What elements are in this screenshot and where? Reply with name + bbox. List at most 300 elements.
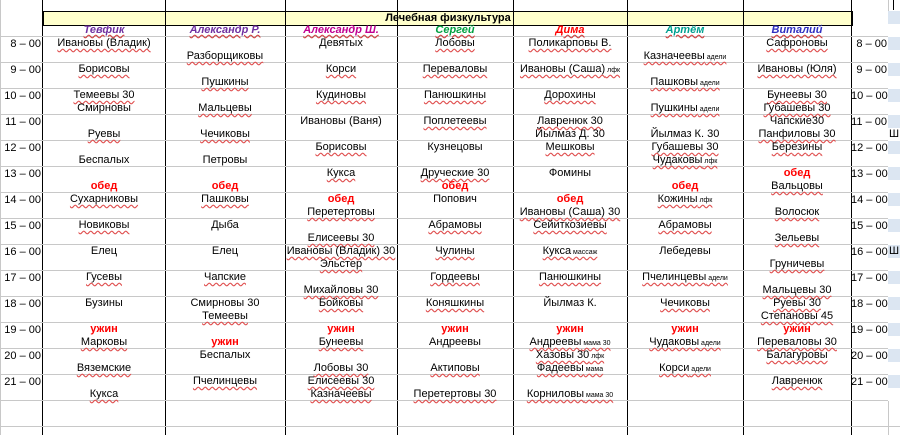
cell-text: обед bbox=[211, 180, 239, 192]
cell-text: Пчелинцевы bbox=[192, 375, 258, 387]
cell-text: Руевы bbox=[87, 128, 121, 140]
appointment-cell[interactable] bbox=[513, 297, 627, 310]
cell-text: Чудаковы bbox=[652, 154, 703, 166]
cell-text: Йылмаз Д. 30 bbox=[535, 128, 605, 140]
appointment-cell[interactable] bbox=[397, 89, 513, 102]
adjacent-column-cell[interactable] bbox=[888, 154, 900, 167]
cell-text: Кукса bbox=[326, 167, 356, 179]
adjacent-column-cell[interactable] bbox=[888, 63, 900, 76]
time-label-left: 21 – 00 bbox=[4, 376, 41, 388]
adjacent-column-cell[interactable] bbox=[888, 258, 900, 271]
cell-text: Панфиловы 30 bbox=[758, 128, 836, 140]
appointment-cell[interactable] bbox=[397, 297, 513, 310]
appointment-cell[interactable] bbox=[513, 128, 627, 141]
appointment-cell[interactable] bbox=[43, 102, 165, 115]
cell-text: Бунеевы 30 bbox=[767, 89, 827, 101]
appointment-cell[interactable] bbox=[397, 362, 513, 375]
appointment-cell[interactable] bbox=[43, 297, 165, 310]
appointment-cell[interactable] bbox=[285, 258, 397, 271]
appointment-cell[interactable] bbox=[627, 141, 743, 154]
appointment-cell[interactable] bbox=[43, 388, 165, 401]
column-header[interactable]: Дима bbox=[555, 24, 585, 36]
cell-text: Елисеевы 30 bbox=[307, 375, 375, 387]
time-label-left: 10 – 00 bbox=[4, 90, 41, 102]
cell-text: Чечиковы bbox=[660, 297, 710, 309]
appointment-cell[interactable] bbox=[43, 193, 165, 206]
cell-text: Абрамовы bbox=[428, 219, 482, 231]
appointment-cell[interactable] bbox=[397, 167, 513, 180]
appointment-cell[interactable] bbox=[165, 219, 285, 232]
appointment-cell[interactable] bbox=[743, 63, 851, 76]
cell-text: Марковы bbox=[80, 336, 128, 348]
appointment-cell[interactable] bbox=[513, 115, 627, 128]
appointment-cell[interactable] bbox=[43, 245, 165, 258]
appointment-cell[interactable] bbox=[165, 76, 285, 89]
adjacent-column-cell[interactable] bbox=[888, 180, 900, 193]
appointment-cell[interactable] bbox=[43, 37, 165, 50]
cell-text: ужин bbox=[671, 323, 699, 335]
cell-text: Друческие 30 bbox=[420, 167, 490, 179]
appointment-cell[interactable] bbox=[165, 50, 285, 63]
adjacent-column-cell[interactable] bbox=[888, 89, 900, 102]
cell-text: Чечиковы bbox=[200, 128, 250, 140]
cell-text: Мальцевы bbox=[198, 102, 252, 114]
break-cell[interactable] bbox=[513, 323, 627, 336]
cell-text: Коняшкины bbox=[425, 297, 485, 309]
appointment-cell[interactable] bbox=[165, 193, 285, 206]
cell-text: Перетертовы bbox=[307, 206, 375, 218]
cell-text: Актиповы bbox=[430, 362, 480, 374]
cell-text: Груничевы bbox=[769, 258, 825, 270]
adjacent-column-cell[interactable] bbox=[888, 336, 900, 349]
cell-text: Поплетеевы bbox=[423, 115, 487, 127]
time-label-right: 20 – 00 bbox=[851, 350, 888, 362]
column-header[interactable]: Александр Р. bbox=[189, 24, 261, 36]
adjacent-column-cell[interactable] bbox=[888, 141, 900, 154]
time-label-left: 9 – 00 bbox=[10, 64, 41, 76]
cell-text: Гордеевы bbox=[430, 271, 480, 283]
appointment-cell[interactable] bbox=[285, 89, 397, 102]
cell-text: Дыба bbox=[211, 219, 239, 231]
cell-text: Пушкины bbox=[650, 102, 698, 114]
appointment-cell[interactable] bbox=[513, 89, 627, 102]
cell-text: Чудаковы bbox=[649, 336, 700, 348]
column-header[interactable]: Виталий bbox=[771, 24, 823, 36]
cell-note: массаж bbox=[571, 249, 598, 256]
adjacent-column-cell[interactable] bbox=[888, 37, 900, 50]
time-label-left: 12 – 00 bbox=[4, 142, 41, 154]
cell-text: Борисовы bbox=[315, 141, 367, 153]
break-cell[interactable] bbox=[627, 180, 743, 193]
cell-text: Чапские30 bbox=[769, 115, 825, 127]
cell-note: мама bbox=[583, 366, 604, 373]
adjacent-column-cell[interactable] bbox=[888, 232, 900, 245]
appointment-cell[interactable] bbox=[743, 206, 851, 219]
time-label-left: 18 – 00 bbox=[4, 298, 41, 310]
cell-text: ужин bbox=[211, 336, 239, 348]
appointment-cell[interactable] bbox=[285, 336, 397, 349]
break-cell[interactable] bbox=[43, 323, 165, 336]
cell-text: Чапские bbox=[204, 271, 246, 283]
appointment-cell[interactable] bbox=[285, 37, 397, 50]
appointment-cell[interactable] bbox=[743, 297, 851, 310]
appointment-cell[interactable] bbox=[285, 362, 397, 375]
appointment-cell[interactable] bbox=[165, 154, 285, 167]
appointment-cell[interactable] bbox=[285, 141, 397, 154]
appointment-cell[interactable] bbox=[627, 50, 743, 63]
cell-text: Лобовы 30 bbox=[313, 362, 369, 374]
appointment-cell[interactable] bbox=[627, 102, 743, 115]
cell-text: обед bbox=[556, 193, 584, 205]
cell-text: Смирновы 30 bbox=[190, 297, 260, 309]
cell-text: Дорохины bbox=[544, 89, 596, 101]
adjacent-column-cell[interactable] bbox=[888, 11, 900, 24]
adjacent-column-cell[interactable] bbox=[888, 362, 900, 375]
appointment-cell[interactable] bbox=[743, 232, 851, 245]
appointment-cell[interactable] bbox=[285, 206, 397, 219]
cell-note: адели bbox=[704, 54, 727, 61]
appointment-cell[interactable] bbox=[397, 37, 513, 50]
appointment-cell[interactable] bbox=[165, 102, 285, 115]
cell-text: Фадеевы bbox=[536, 362, 584, 374]
break-cell[interactable] bbox=[285, 323, 397, 336]
cell-text: Кожины bbox=[657, 193, 698, 205]
time-label-left: 13 – 00 bbox=[4, 168, 41, 180]
break-cell[interactable] bbox=[397, 323, 513, 336]
break-cell[interactable] bbox=[627, 323, 743, 336]
cell-text: Зельевы bbox=[774, 232, 820, 244]
break-cell[interactable] bbox=[285, 193, 397, 206]
sheet-title[interactable]: Лечебная физкультура bbox=[43, 11, 853, 26]
break-cell[interactable] bbox=[43, 180, 165, 193]
frozen-pane-edge bbox=[893, 0, 900, 10]
adjacent-column-cell[interactable] bbox=[888, 271, 900, 284]
appointment-cell[interactable] bbox=[743, 141, 851, 154]
appointment-cell[interactable] bbox=[743, 89, 851, 102]
break-cell[interactable] bbox=[743, 323, 851, 336]
adjacent-column-cell[interactable] bbox=[888, 115, 900, 128]
cell-text: Кудиновы bbox=[315, 89, 367, 101]
cell-text: обед bbox=[671, 180, 699, 192]
cell-note: лфк bbox=[697, 197, 713, 204]
time-label-right: 10 – 00 bbox=[851, 90, 888, 102]
appointment-cell[interactable] bbox=[397, 388, 513, 401]
cell-text: Лебедевы bbox=[659, 245, 711, 257]
cell-text: Корси bbox=[325, 63, 357, 75]
time-label-right: 21 – 00 bbox=[851, 376, 888, 388]
appointment-cell[interactable] bbox=[513, 167, 627, 180]
cell-text: Степановы 45 bbox=[760, 310, 834, 322]
appointment-cell[interactable] bbox=[513, 245, 627, 258]
appointment-cell[interactable] bbox=[397, 141, 513, 154]
time-label-right: 9 – 00 bbox=[856, 64, 887, 76]
appointment-cell[interactable] bbox=[627, 336, 743, 349]
cell-text: Лобовы bbox=[435, 37, 475, 49]
time-label-left: 17 – 00 bbox=[4, 272, 41, 284]
appointment-cell[interactable] bbox=[743, 310, 851, 323]
cell-text: Девятых bbox=[319, 37, 363, 49]
cell-text: Казначеевы bbox=[310, 388, 372, 400]
appointment-cell[interactable] bbox=[513, 141, 627, 154]
adjacent-column-cell[interactable] bbox=[888, 102, 900, 115]
cell-text: Переваловы bbox=[422, 63, 488, 75]
appointment-cell[interactable] bbox=[43, 63, 165, 76]
cell-text: Балагуровы bbox=[766, 349, 828, 361]
appointment-cell[interactable] bbox=[43, 219, 165, 232]
appointment-cell[interactable] bbox=[397, 219, 513, 232]
appointment-cell[interactable] bbox=[627, 271, 743, 284]
adjacent-column-cell[interactable] bbox=[888, 219, 900, 232]
break-cell[interactable] bbox=[397, 180, 513, 193]
cell-text: Смирновы bbox=[77, 102, 131, 114]
time-label-left: 15 – 00 bbox=[4, 220, 41, 232]
break-cell[interactable] bbox=[165, 336, 285, 349]
cell-text: Ивановы (Саша) 30 bbox=[519, 206, 621, 218]
cell-text: Губашевы 30 bbox=[763, 102, 831, 114]
appointment-cell[interactable] bbox=[513, 206, 627, 219]
cell-text: Бунеевы bbox=[318, 336, 364, 348]
adjacent-column-cell[interactable] bbox=[888, 193, 900, 206]
adjacent-column-cell[interactable] bbox=[888, 167, 900, 180]
appointment-cell[interactable] bbox=[743, 115, 851, 128]
cell-text: Вальцовы bbox=[771, 180, 823, 192]
time-label-right: 8 – 00 bbox=[856, 38, 887, 50]
appointment-cell[interactable] bbox=[743, 180, 851, 193]
cell-text: Андреевы bbox=[529, 336, 582, 348]
cell-text: Мальцевы 30 bbox=[762, 284, 832, 296]
cell-text: Ивановы (Ваня) bbox=[300, 115, 382, 127]
appointment-cell[interactable] bbox=[627, 193, 743, 206]
appointment-cell[interactable] bbox=[743, 102, 851, 115]
cell-text: Елисеевы 30 bbox=[307, 232, 375, 244]
cell-note: лфк bbox=[605, 67, 621, 74]
adjacent-column-cell[interactable] bbox=[888, 388, 900, 401]
cell-text: Темеевы 30 bbox=[73, 89, 135, 101]
appointment-cell[interactable] bbox=[627, 128, 743, 141]
appointment-cell[interactable] bbox=[285, 232, 397, 245]
cell-text: Казначеевы bbox=[643, 50, 705, 62]
cell-note: мама 30 bbox=[581, 340, 611, 347]
appointment-cell[interactable] bbox=[285, 115, 397, 128]
appointment-cell[interactable] bbox=[285, 375, 397, 388]
column-header[interactable]: Артём bbox=[665, 24, 705, 36]
cell-text: Губашевы 30 bbox=[651, 141, 719, 153]
appointment-cell[interactable] bbox=[513, 219, 627, 232]
cell-text: Кукса bbox=[542, 245, 572, 257]
time-label-right: 19 – 00 bbox=[851, 324, 888, 336]
cell-text: Эльстер bbox=[319, 258, 363, 270]
time-label-right: 13 – 00 bbox=[851, 168, 888, 180]
cell-text: Борисовы bbox=[78, 63, 130, 75]
cell-text: Йылмаз К. 30 bbox=[650, 128, 720, 140]
appointment-cell[interactable] bbox=[285, 245, 397, 258]
cell-text: обед bbox=[90, 180, 118, 192]
cell-text: Бузины bbox=[85, 297, 123, 309]
adjacent-column-cell[interactable] bbox=[888, 297, 900, 310]
adjacent-column-cell[interactable] bbox=[888, 284, 900, 297]
cell-text: ужин bbox=[783, 323, 811, 335]
cell-text: Руевы 30 bbox=[773, 297, 821, 309]
appointment-cell[interactable] bbox=[165, 375, 285, 388]
appointment-cell[interactable] bbox=[743, 336, 851, 349]
appointment-cell[interactable] bbox=[397, 193, 513, 206]
appointment-cell[interactable] bbox=[397, 245, 513, 258]
appointment-cell[interactable] bbox=[43, 336, 165, 349]
cell-text: Пашковы bbox=[650, 76, 699, 88]
time-label-left: 16 – 00 bbox=[4, 246, 41, 258]
cell-text: Сафроновы bbox=[766, 37, 828, 49]
appointment-cell[interactable] bbox=[165, 297, 285, 310]
cell-text: Йылмаз К. bbox=[543, 297, 597, 309]
appointment-cell[interactable] bbox=[43, 271, 165, 284]
cell-note: адели bbox=[689, 366, 711, 373]
break-cell[interactable] bbox=[743, 167, 851, 180]
cell-text: Новиковы bbox=[78, 219, 130, 231]
adjacent-column-cell[interactable] bbox=[888, 310, 900, 323]
appointment-cell[interactable] bbox=[743, 349, 851, 362]
appointment-cell[interactable] bbox=[397, 63, 513, 76]
cell-text: Елец bbox=[211, 245, 239, 257]
cell-text: Гусевы bbox=[86, 271, 122, 283]
row-divider bbox=[0, 426, 900, 427]
appointment-cell[interactable] bbox=[43, 362, 165, 375]
time-label-right: 15 – 00 bbox=[851, 220, 888, 232]
cell-text: Кузнецовы bbox=[427, 141, 483, 153]
appointment-cell[interactable] bbox=[285, 284, 397, 297]
break-cell[interactable] bbox=[165, 180, 285, 193]
appointment-cell[interactable] bbox=[513, 271, 627, 284]
cell-text: Панюшкины bbox=[538, 271, 602, 283]
cell-text: Поликарповы В. bbox=[528, 37, 612, 49]
cell-text: ужин bbox=[441, 323, 469, 335]
time-label-left: 8 – 00 bbox=[10, 38, 41, 50]
appointment-cell[interactable] bbox=[513, 362, 627, 375]
break-cell[interactable] bbox=[513, 193, 627, 206]
cell-text: Пашковы bbox=[201, 193, 249, 205]
cell-text: Сейиткозиевы bbox=[533, 219, 607, 231]
appointment-cell[interactable] bbox=[165, 245, 285, 258]
cell-note: адели bbox=[698, 80, 720, 87]
appointment-cell[interactable] bbox=[743, 375, 851, 388]
appointment-cell[interactable] bbox=[43, 89, 165, 102]
appointment-cell[interactable] bbox=[397, 271, 513, 284]
cell-text: Ивановы (Саша) bbox=[519, 63, 606, 75]
appointment-cell[interactable] bbox=[743, 284, 851, 297]
cell-text: ужин bbox=[556, 323, 584, 335]
cell-note: мама 30 bbox=[584, 392, 614, 399]
time-label-left: 19 – 00 bbox=[4, 324, 41, 336]
appointment-cell[interactable] bbox=[165, 310, 285, 323]
cell-text: Елец bbox=[90, 245, 118, 257]
cell-note: адели bbox=[697, 106, 720, 113]
appointment-cell[interactable] bbox=[627, 297, 743, 310]
adjacent-column-text: Ш bbox=[889, 245, 900, 257]
appointment-cell[interactable] bbox=[627, 76, 743, 89]
cell-text: обед bbox=[783, 167, 811, 179]
adjacent-column-cell[interactable] bbox=[888, 323, 900, 336]
cell-text: Чулины bbox=[435, 245, 475, 257]
time-label-right: 12 – 00 bbox=[851, 142, 888, 154]
appointment-cell[interactable] bbox=[43, 154, 165, 167]
time-label-right: 18 – 00 bbox=[851, 298, 888, 310]
cell-text: Фомины bbox=[548, 167, 592, 179]
time-label-right: 11 – 00 bbox=[851, 116, 887, 128]
cell-note: адели bbox=[699, 340, 721, 347]
cell-text: Бойковы bbox=[318, 297, 364, 309]
column-header[interactable]: Александр Ш. bbox=[303, 24, 379, 36]
cell-text: обед bbox=[441, 180, 469, 192]
cell-text: Перетертовы 30 bbox=[413, 388, 497, 400]
appointment-cell[interactable] bbox=[285, 167, 397, 180]
cell-text: Кукса bbox=[89, 388, 119, 400]
appointment-cell[interactable] bbox=[513, 388, 627, 401]
cell-note: адели bbox=[706, 275, 728, 282]
appointment-cell[interactable] bbox=[743, 37, 851, 50]
appointment-cell[interactable] bbox=[743, 258, 851, 271]
column-header[interactable]: Тевфик bbox=[83, 24, 125, 36]
appointment-cell[interactable] bbox=[513, 63, 627, 76]
appointment-cell[interactable] bbox=[627, 362, 743, 375]
appointment-cell[interactable] bbox=[627, 219, 743, 232]
cell-text: Пушкины bbox=[201, 76, 249, 88]
adjacent-column-cell[interactable] bbox=[888, 206, 900, 219]
cell-text: Попович bbox=[433, 193, 477, 205]
cell-text: Темеевы bbox=[202, 310, 248, 322]
appointment-cell[interactable] bbox=[165, 128, 285, 141]
adjacent-column-text: Ш bbox=[889, 128, 900, 140]
cell-note: лфк bbox=[589, 353, 605, 360]
adjacent-column-cell[interactable] bbox=[888, 76, 900, 89]
time-label-right: 17 – 00 bbox=[851, 272, 888, 284]
column-header[interactable]: Сергей bbox=[435, 24, 475, 36]
appointment-cell[interactable] bbox=[627, 245, 743, 258]
appointment-cell[interactable] bbox=[165, 271, 285, 284]
appointment-cell[interactable] bbox=[627, 154, 743, 167]
appointment-cell[interactable] bbox=[513, 336, 627, 349]
cell-text: Петровы bbox=[202, 154, 248, 166]
cell-text: Пчелинцевы bbox=[642, 271, 707, 283]
cell-text: Вяземские bbox=[76, 362, 132, 374]
time-label-left: 14 – 00 bbox=[4, 194, 41, 206]
appointment-cell[interactable] bbox=[397, 336, 513, 349]
appointment-cell[interactable] bbox=[285, 297, 397, 310]
appointment-cell[interactable] bbox=[285, 63, 397, 76]
cell-text: Абрамовы bbox=[658, 219, 712, 231]
cell-text: Андреевы bbox=[429, 336, 481, 348]
cell-text: Беспалых bbox=[199, 349, 251, 361]
appointment-cell[interactable] bbox=[513, 37, 627, 50]
appointment-cell[interactable] bbox=[513, 349, 627, 362]
appointment-cell[interactable] bbox=[743, 128, 851, 141]
cell-text: Переваловы 30 bbox=[757, 336, 837, 348]
cell-text: обед bbox=[327, 193, 355, 205]
appointment-cell[interactable] bbox=[165, 349, 285, 362]
cell-text: Березины bbox=[771, 141, 823, 153]
adjacent-column-cell[interactable] bbox=[888, 24, 900, 37]
cell-text: Волосюк bbox=[774, 206, 820, 218]
cell-text: Хазовы 30 bbox=[535, 349, 590, 361]
time-label-right: 16 – 00 bbox=[851, 246, 888, 258]
adjacent-column-cell[interactable] bbox=[888, 50, 900, 63]
appointment-cell[interactable] bbox=[397, 115, 513, 128]
adjacent-column-cell[interactable] bbox=[888, 349, 900, 362]
adjacent-column-cell[interactable] bbox=[888, 375, 900, 388]
cell-text: ужин bbox=[90, 323, 118, 335]
appointment-cell[interactable] bbox=[43, 128, 165, 141]
cell-text: Ивановы (Владик) 30 bbox=[286, 245, 396, 257]
cell-text: Корси bbox=[659, 362, 690, 374]
appointment-cell[interactable] bbox=[285, 388, 397, 401]
